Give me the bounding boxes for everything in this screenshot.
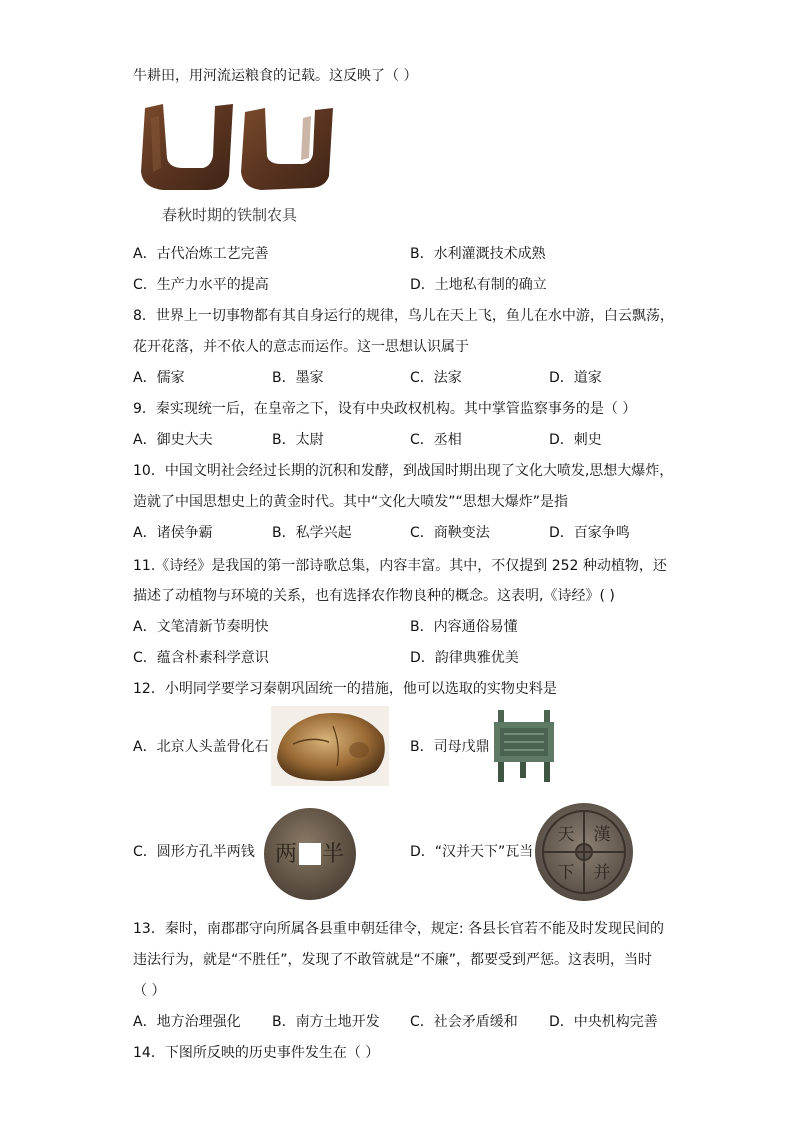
- q11-option-d: D．韵律典雅优美: [410, 650, 519, 666]
- tile-char-4: 下: [557, 863, 575, 883]
- q9-stem: 9．秦实现统一后，在皇帝之下，设有中央政权机构。其中掌管监察事务的是（ ）: [133, 401, 637, 417]
- q8-option-d: D．道家: [549, 370, 602, 386]
- q7-option-a: A．古代冶炼工艺完善: [133, 246, 269, 262]
- q13-option-b: B．南方土地开发: [272, 1014, 380, 1030]
- q13-option-c: C．社会矛盾缓和: [410, 1014, 518, 1030]
- q10-option-a: A．诸侯争霸: [133, 525, 213, 541]
- q8-stem-line-2: 花开花落，并不依人的意志而运作。这一思想认识属于: [133, 339, 469, 355]
- q12-option-a: A．北京人头盖骨化石: [133, 739, 269, 755]
- q9-option-d: D．刺史: [549, 432, 602, 448]
- q10-stem-line-2: 造就了中国思想史上的黄金时代。其中“文化大喷发”“思想大爆炸”是指: [133, 494, 569, 510]
- q10-option-b: B．私学兴起: [272, 525, 352, 541]
- q12-option-b: B．司母戊鼎: [410, 739, 490, 755]
- banliang-coin-image: [261, 805, 359, 903]
- q10-stem-line-1: 10．中国文明社会经过长期的沉积和发酵，到战国时期出现了文化大喷发,思想大爆炸，: [133, 463, 674, 479]
- q12-stem: 12．小明同学要学习秦朝巩固统一的措施，他可以选取的实物史料是: [133, 681, 557, 697]
- iron-tools-caption: 春秋时期的铁制农具: [162, 206, 298, 224]
- q11-option-a: A．文笔清新节奏明快: [133, 619, 269, 635]
- q11-option-c: C．蕴含朴素科学意识: [133, 650, 269, 666]
- q12-option-d: D．“汉并天下”瓦当: [410, 844, 534, 860]
- q8-option-c: C．法家: [410, 370, 462, 386]
- simuwu-ding-image: [490, 708, 558, 784]
- q10-option-c: C．商鞅变法: [410, 525, 490, 541]
- q9-option-b: B．太尉: [272, 432, 324, 448]
- q8-option-a: A．儒家: [133, 370, 185, 386]
- tile-char-3: 天: [557, 825, 575, 845]
- q14-stem: 14．下图所反映的历史事件发生在（ ）: [133, 1045, 380, 1061]
- q10-option-d: D．百家争鸣: [549, 525, 630, 541]
- q11-stem-line-2: 描述了动植物与环境的关系，也有选择农作物良种的概念。这表明,《诗经》( ): [133, 588, 615, 604]
- q9-option-c: C．丞相: [410, 432, 462, 448]
- q7-option-b: B．水利灌溉技术成熟: [410, 246, 546, 262]
- tile-char-1: 漢: [593, 825, 611, 845]
- q8-stem-line-1: 8．世界上一切事物都有其自身运行的规律，鸟儿在天上飞，鱼儿在水中游，白云飘荡，: [133, 308, 674, 324]
- q12-option-c: C．圆形方孔半两钱: [133, 844, 255, 860]
- coin-char-right: 半: [321, 842, 345, 867]
- q7-option-d: D．土地私有制的确立: [410, 277, 547, 293]
- q11-option-b: B．内容通俗易懂: [410, 619, 518, 635]
- q11-stem-line-1: 11.《诗经》是我国的第一部诗歌总集，内容丰富。其中，不仅提到 252 种动植物，还: [133, 558, 667, 574]
- q7-option-c: C．生产力水平的提高: [133, 277, 269, 293]
- q9-option-a: A．御史大夫: [133, 432, 213, 448]
- peking-man-skull-image: [271, 706, 389, 786]
- q13-option-d: D．中央机构完善: [549, 1014, 658, 1030]
- q8-option-b: B．墨家: [272, 370, 324, 386]
- iron-tools-image: [133, 98, 338, 194]
- coin-char-left: 两: [274, 842, 298, 867]
- q13-stem-line-3: （ ）: [133, 983, 166, 999]
- roof-tile-end-image: [532, 800, 636, 904]
- q13-option-a: A．地方治理强化: [133, 1014, 241, 1030]
- q7-stem-tail: 牛耕田，用河流运粮食的记载。这反映了（ ）: [133, 68, 418, 84]
- tile-char-2: 并: [593, 863, 611, 883]
- q13-stem-line-1: 13．秦时，南郡郡守向所属各县重申朝廷律令，规定: 各县长官若不能及时发现民间的: [133, 921, 664, 937]
- q13-stem-line-2: 违法行为，就是“不胜任”，发现了不敢管就是“不廉”，都要受到严惩。这表明，当时: [133, 952, 653, 968]
